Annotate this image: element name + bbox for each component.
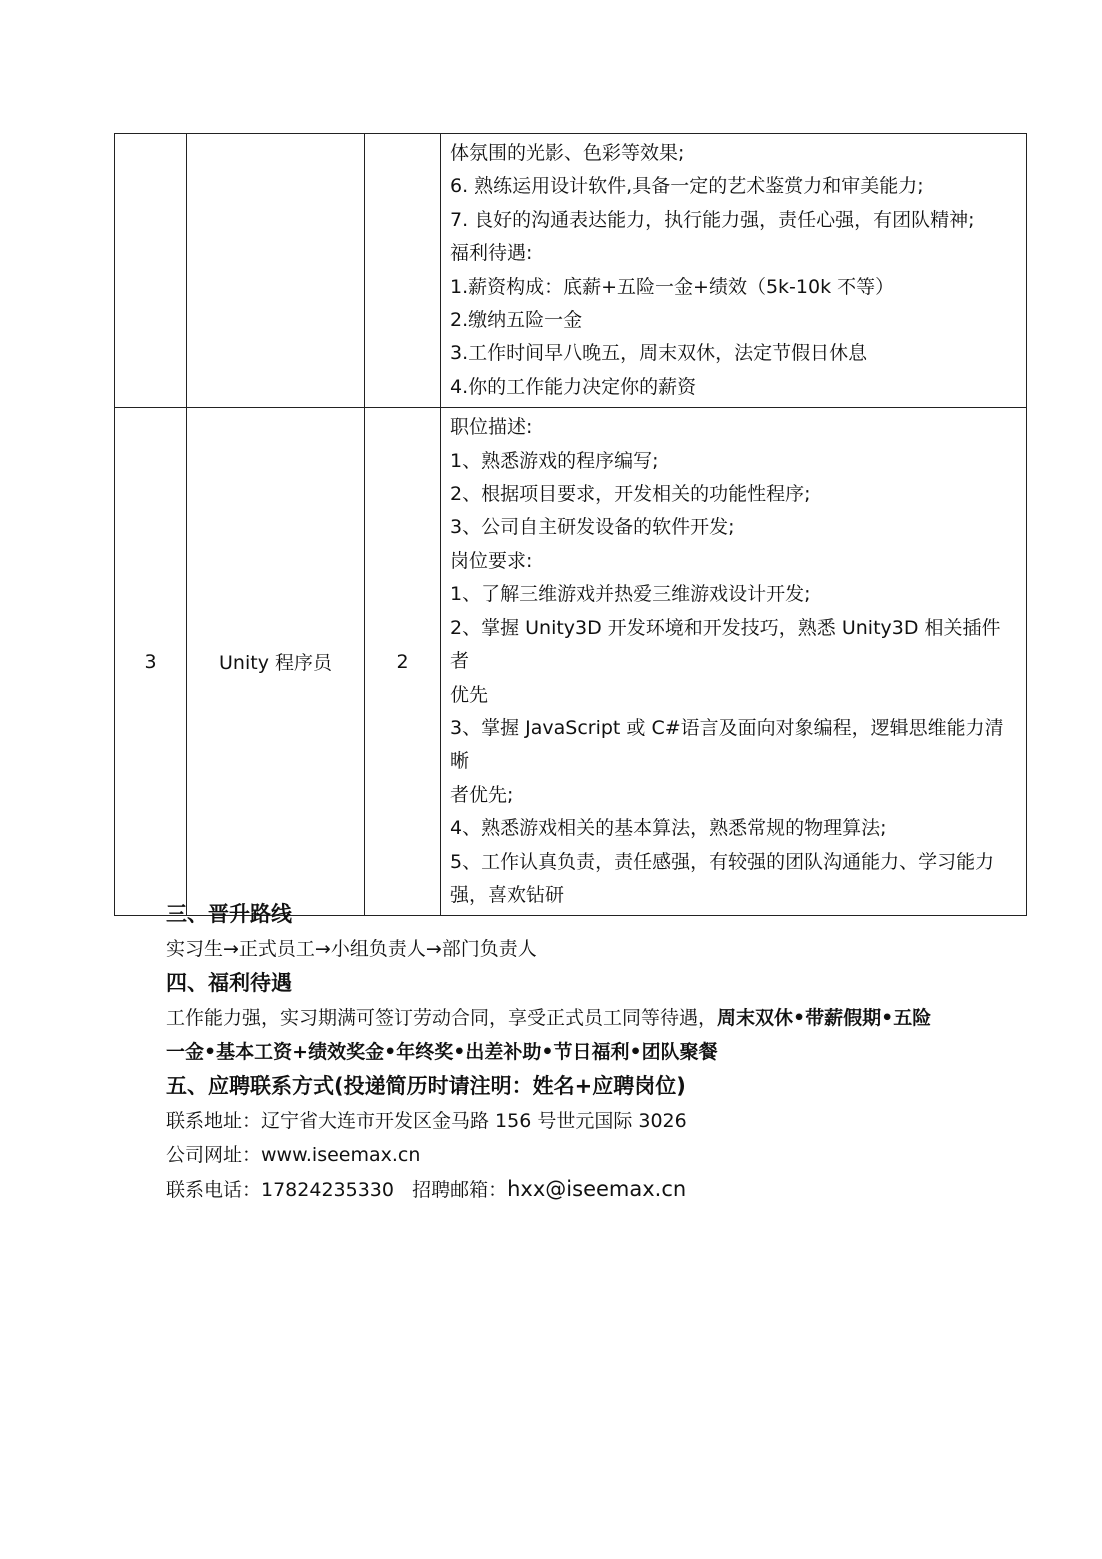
table-row xyxy=(115,134,1027,408)
description-line: 1、熟悉游戏的程序编写; xyxy=(450,449,659,472)
description-line: 岗位要求: xyxy=(450,549,533,572)
contact-phone-email xyxy=(166,1172,966,1207)
contact-heading: 五、应聘联系方式(投递简历时请注明：姓名+应聘岗位) xyxy=(166,1074,686,1098)
row-number-cell xyxy=(115,134,187,408)
description-line: 6. 熟练运用设计软件,具备一定的艺术鉴赏力和审美能力; xyxy=(450,175,924,198)
contact-website[interactable]: 公司网址：www.iseemax.cn xyxy=(166,1144,421,1166)
contact-email[interactable]: hxx@iseemax.cn xyxy=(507,1177,687,1201)
job-table xyxy=(114,133,1027,916)
description-line: 4、熟悉游戏相关的基本算法，熟悉常规的物理算法; xyxy=(450,817,887,840)
description-line: 福利待遇: xyxy=(450,242,533,265)
description-line: 1、了解三维游戏并热爱三维游戏设计开发; xyxy=(450,583,811,606)
promotion-path: 实习生→正式员工→小组负责人→部门负责人 xyxy=(166,938,537,960)
description-line: 者优先; xyxy=(450,783,514,806)
description-line: 3.工作时间早八晚五，周末双休，法定节假日休息 xyxy=(450,342,868,365)
contact-address: 联系地址：辽宁省大连市开发区金马路 156 号世元国际 3026 xyxy=(166,1110,687,1132)
description-line: 2、掌握 Unity3D 开发环境和开发技巧，熟悉 Unity3D 相关插件者 xyxy=(450,616,1001,673)
description-line: 强，喜欢钻研 xyxy=(450,883,565,906)
row-number-cell: 3 xyxy=(115,408,187,916)
promotion-heading: 三、晋升路线 xyxy=(166,902,292,926)
description-line: 5、工作认真负责，责任感强，有较强的团队沟通能力、学习能力 xyxy=(450,850,995,873)
description-line: 3、掌握 JavaScript 或 C#语言及面向对象编程，逻辑思维能力清晰 xyxy=(450,716,1004,773)
position-cell: Unity 程序员 xyxy=(187,408,365,916)
benefits-paragraph xyxy=(166,1001,966,1035)
description-line: 优先 xyxy=(450,683,489,706)
benefits-highlight: 周末双休•带薪假期•五险 xyxy=(717,1007,932,1029)
benefits-text: 工作能力强，实习期满可签订劳动合同，享受正式员工同等待遇， xyxy=(166,1007,718,1029)
description-cell xyxy=(441,408,1027,916)
benefits-heading: 四、福利待遇 xyxy=(166,971,292,995)
description-line: 7. 良好的沟通表达能力，执行能力强，责任心强，有团队精神; xyxy=(450,208,975,231)
table-row xyxy=(115,408,1027,916)
description-line: 职位描述: xyxy=(450,416,533,439)
count-cell: 2 xyxy=(365,408,441,916)
email-label: 招聘邮箱： xyxy=(412,1179,508,1201)
description-line: 4.你的工作能力决定你的薪资 xyxy=(450,375,697,398)
description-line: 2、根据项目要求，开发相关的功能性程序; xyxy=(450,483,811,506)
count-cell xyxy=(365,134,441,408)
benefits-highlight-continued: 一金•基本工资+绩效奖金•年终奖•出差补助•节日福利•团队聚餐 xyxy=(166,1041,718,1063)
description-line: 1.薪资构成：底薪+五险一金+绩效（5k-10k 不等） xyxy=(450,275,895,298)
description-line: 体氛围的光影、色彩等效果; xyxy=(450,142,685,164)
description-cell xyxy=(441,134,1027,408)
position-cell xyxy=(187,134,365,408)
document-sections xyxy=(166,897,966,1207)
contact-phone: 联系电话：17824235330 xyxy=(166,1179,394,1201)
description-line: 3、公司自主研发设备的软件开发; xyxy=(450,516,735,539)
description-line: 2.缴纳五险一金 xyxy=(450,309,583,332)
